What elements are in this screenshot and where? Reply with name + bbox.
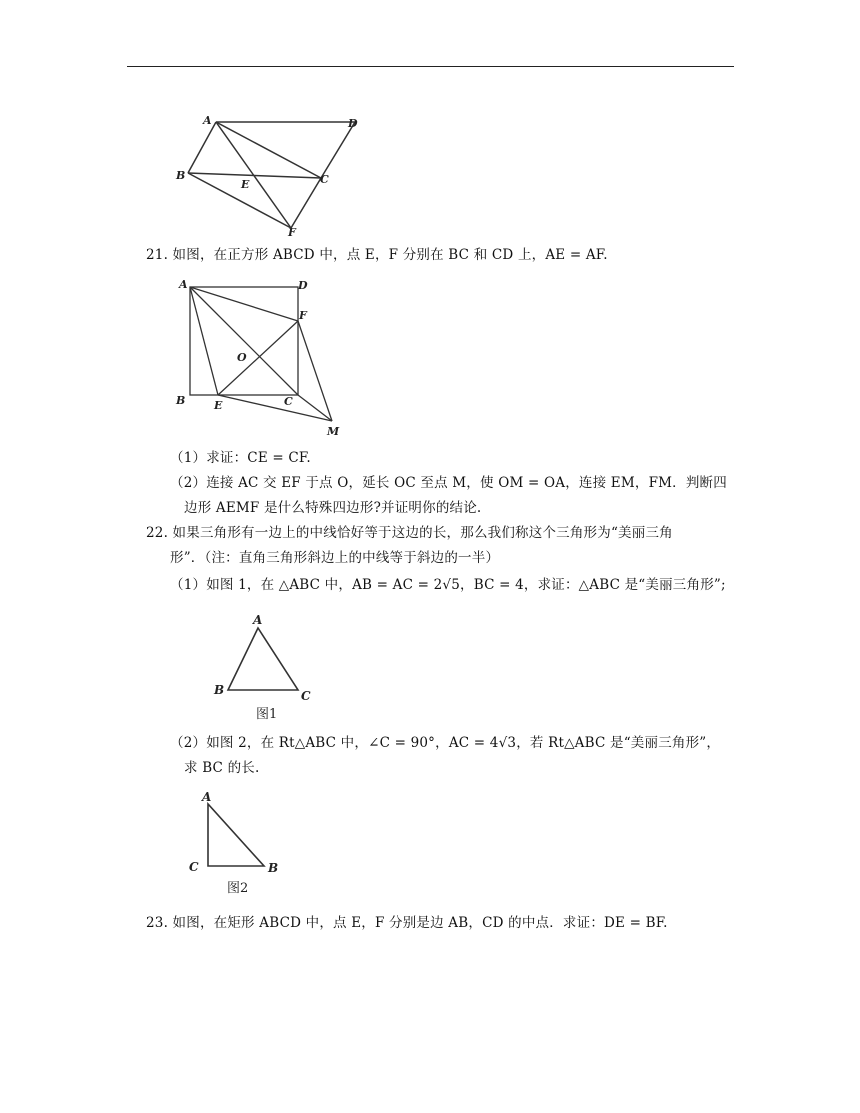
q22-part2-line1: （2）如图 2，在 Rt△ABC 中，∠C = 90°，AC = 4√3，若 Rt△ABC 是“美丽三角形”， xyxy=(170,735,721,751)
figure-2 xyxy=(186,786,296,901)
label-B: B xyxy=(214,683,225,697)
label-F: F xyxy=(299,309,307,322)
label-B: B xyxy=(268,861,279,875)
label-A: A xyxy=(179,278,188,291)
label-C: C xyxy=(320,173,329,186)
square-figure xyxy=(174,276,349,441)
label-E: E xyxy=(241,178,250,191)
label-F: F xyxy=(288,226,296,239)
figure-2-caption: 图2 xyxy=(227,881,249,896)
q21-part2-line2: 边形 AEMF 是什么特殊四边形?并证明你的结论. xyxy=(184,500,482,516)
header-rule xyxy=(127,66,734,67)
label-C: C xyxy=(284,395,293,408)
figure-1 xyxy=(210,610,320,725)
q21-part2-line1: （2）连接 AC 交 EF 于点 O，延长 OC 至点 M，使 OM = OA，连接 EM，FM．判断四 xyxy=(170,475,727,491)
label-A: A xyxy=(253,613,263,627)
label-B: B xyxy=(176,394,186,407)
q21-stem: 21. 如图，在正方形 ABCD 中，点 E，F 分别在 BC 和 CD 上，AE = AF. xyxy=(146,247,608,263)
label-B: B xyxy=(176,169,186,182)
q21-part1: （1）求证：CE = CF. xyxy=(170,450,311,466)
label-O: O xyxy=(237,351,247,364)
label-E: E xyxy=(214,399,223,412)
parallelogram-figure xyxy=(172,110,372,238)
label-A: A xyxy=(202,790,212,804)
label-A: A xyxy=(203,114,212,127)
label-D: D xyxy=(348,117,358,130)
label-C: C xyxy=(189,860,199,874)
q22-stem-line2: 形”．（注：直角三角形斜边上的中线等于斜边的一半） xyxy=(170,550,500,566)
label-D: D xyxy=(298,279,308,292)
label-C: C xyxy=(301,689,311,703)
q22-part1: （1）如图 1，在 △ABC 中，AB = AC = 2√5，BC = 4，求证：△ABC 是“美丽三角形”; xyxy=(170,577,726,593)
q23-stem: 23. 如图，在矩形 ABCD 中，点 E，F 分别是边 AB，CD 的中点．求证：DE = BF. xyxy=(146,915,668,931)
figure-1-caption: 图1 xyxy=(256,707,278,722)
label-M: M xyxy=(327,425,340,438)
q22-part2-line2: 求 BC 的长. xyxy=(184,760,260,776)
q22-stem-line1: 22. 如果三角形有一边上的中线恰好等于这边的长，那么我们称这个三角形为“美丽三角 xyxy=(146,525,673,541)
